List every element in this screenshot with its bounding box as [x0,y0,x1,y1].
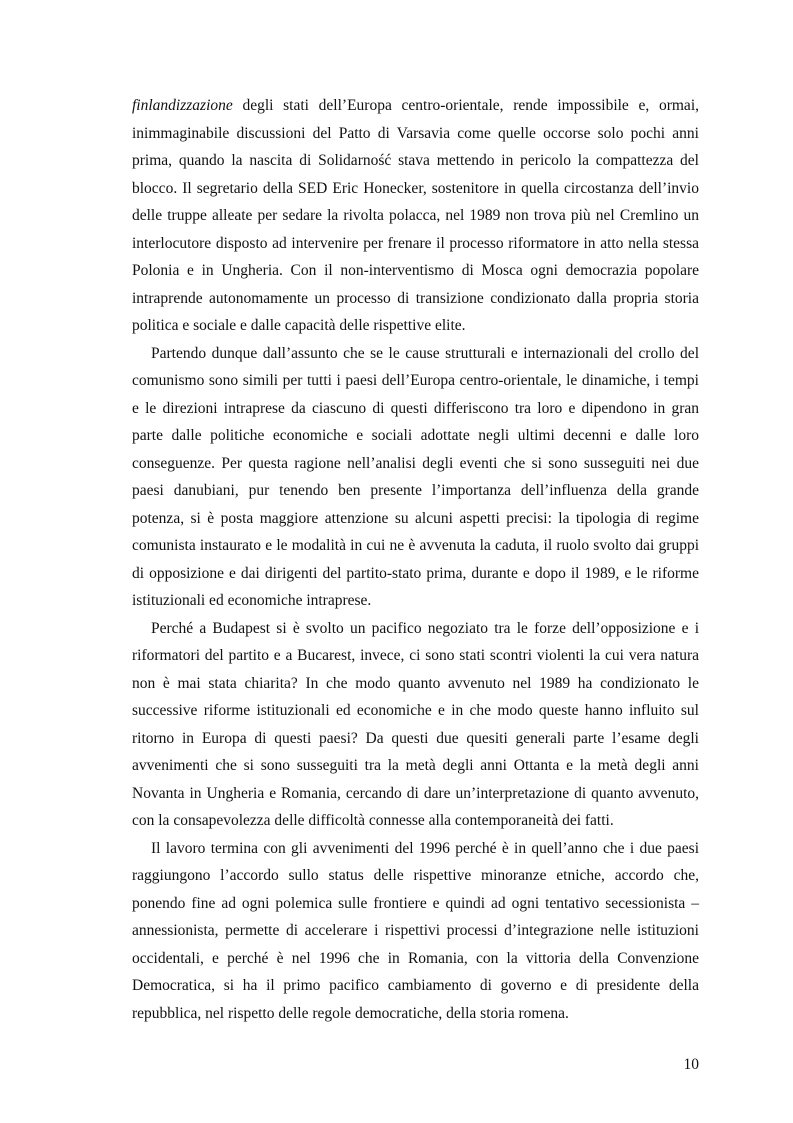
paragraph-2: Partendo dunque dall’assunto che se le cause strutturali e internazionali del crollo del comunismo sono simili per tutti i paesi dell’Europa centro-orientale, le dinamiche, i tempi e le direzioni intraprese da ciascuno di questi differiscono tra loro e dipendono in gran parte dalle politiche economiche e sociali adottate negli ultimi decenni e dalle loro conseguenze. Per questa ragione nell’analisi degli eventi che si sono susseguiti nei due paesi danubiani, pur tenendo ben presente l’importanza dell’influenza della grande potenza, si è posta maggiore attenzione su alcuni aspetti precisi: la tipologia di regime comunista instaurato e le modalità in cui ne è avvenuta la caduta, il ruolo svolto dai gruppi di opposizione e dai dirigenti del partito-stato prima, durante e dopo il 1989, e le riforme istituzionali ed economiche intraprese. [132,344,699,609]
paragraph-3: Perché a Budapest si è svolto un pacifico negoziato tra le forze dell’opposizione e i riformatori del partito e a Bucarest, invece, ci sono stati scontri violenti la cui vera natura non è mai stata chiarita? In che modo quanto avvenuto nel 1989 ha condizionato le successive riforme istituzionali ed economiche e in che modo queste hanno influito sul ritorno in Europa di questi paesi? Da questi due quesiti generali parte l’esame degli avvenimenti che si sono susseguiti tra la metà degli anni Ottanta e la metà degli anni Novanta in Ungheria e Romania, cercando di dare un’interpretazione di quanto avvenuto, con la consapevolezza delle difficoltà connesse alla contemporaneità dei fatti. [132,619,699,829]
paragraph-1-text: degli stati dell’Europa centro-orientale, rende impossibile e, ormai, inimmaginabile discussioni del Patto di Varsavia come quelle occorse solo pochi anni prima, quando la nascita di Solidarność stava mettendo in pericolo la compattezza del blocco. Il segretario della SED Eric Honecker, sostenitore in quella circostanza dell’invio delle truppe alleate per sedare la rivolta polacca, nel 1989 non trova più nel Cremlino un interlocutore disposto ad intervenire per frenare il processo riformatore in atto nella stessa Polonia e in Ungheria. Con il non-interventismo di Mosca ogni democrazia popolare intraprende autonomamente un processo di transizione condizionato dalla propria storia politica e sociale e dalle capacità delle rispettive elite. [132,97,699,334]
italic-term: finlandizzazione [132,97,233,114]
paragraph-4: Il lavoro termina con gli avvenimenti del 1996 perché è in quell’anno che i due paesi raggiungono l’accordo sullo status delle rispettive minoranze etniche, accordo che, ponendo fine ad ogni polemica sulle frontiere e quindi ad ogni tentativo secessionista – annessionista, permette di accelerare i rispettivi processi d’integrazione nelle istituzioni occidentali, e perché è nel 1996 che in Romania, con la vittoria della Convenzione Democratica, si ha il primo pacifico cambiamento di governo e di presidente della repubblica, nel rispetto delle regole democratiche, della storia romena. [132,839,699,1022]
paragraph-1 [132,92,699,340]
body-text [132,92,699,1027]
page-number: 10 [683,1056,699,1073]
